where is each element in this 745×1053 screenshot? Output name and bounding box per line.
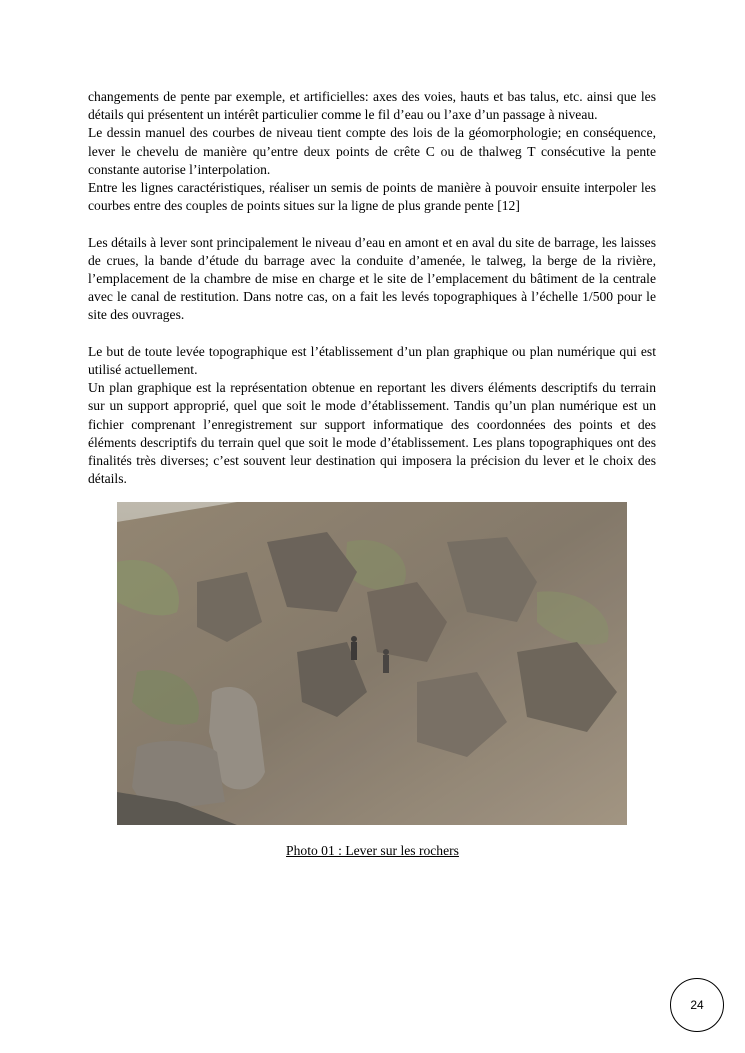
rock-slope-illustration [117, 502, 627, 825]
paragraph-2: Le dessin manuel des courbes de niveau tient compte des lois de la géomorphologie; en conséquence, lever le chevelu de manière qu’entre deux points de crête C ou de thalweg T consécutive la pente constante autorise l’interpolation. [88, 125, 656, 177]
paragraph-4: Les détails à lever sont principalement le niveau d’eau en amont et en aval du site de barrage, les laisses de crues, la bande d’étude du barrage avec la conduite d’amenée, le talweg, la berge de la rivière, l’emplacement de la chambre de mise en charge et le site de l’emplacement du bâtiment de la centrale avec le canal de restitution. Dans notre cas, on a fait les levés topographiques à l’échelle 1/500 pour le site des ouvrages. [88, 234, 656, 323]
rock-slope-photo [117, 502, 627, 825]
page-number-badge [670, 978, 724, 1032]
body-text [88, 88, 656, 488]
paragraph-1: changements de pente par exemple, et artificielles: axes des voies, hauts et bas talus, etc. ainsi que les détails qui présentent un intérêt particulier comme le fil d’eau ou l’axe d’un passage à niveau. [88, 89, 656, 123]
paragraph-5: Le but de toute levée topographique est l’établissement d’un plan graphique ou plan numérique qui est utilisé actuellement. [88, 343, 656, 378]
paragraph-6: Un plan graphique est la représentation obtenue en reportant les divers éléments descriptifs du terrain sur un support approprié, quel que soit le mode d’établissement. Tandis qu’un plan numérique est un fichier comprenant l’enregistrement sur support informatique des coordonnées des points et des éléments descriptifs du terrain quel que soit le mode d’établissement. Les plans topographiques ont des finalités très diverses; c’est souvent leur destination qui imposera la précision du lever et le choix des détails. [88, 380, 656, 487]
photo-caption [0, 843, 745, 859]
page-number: 24 [690, 998, 704, 1012]
paragraph-3: Entre les lignes caractéristiques, réaliser un semis de points de manière à pouvoir ensuite interpoler les courbes entre des couples de points situes sur la ligne de plus grande pente [12] [88, 180, 656, 214]
photo-caption-text: Photo 01 : Lever sur les rochers [286, 843, 459, 858]
